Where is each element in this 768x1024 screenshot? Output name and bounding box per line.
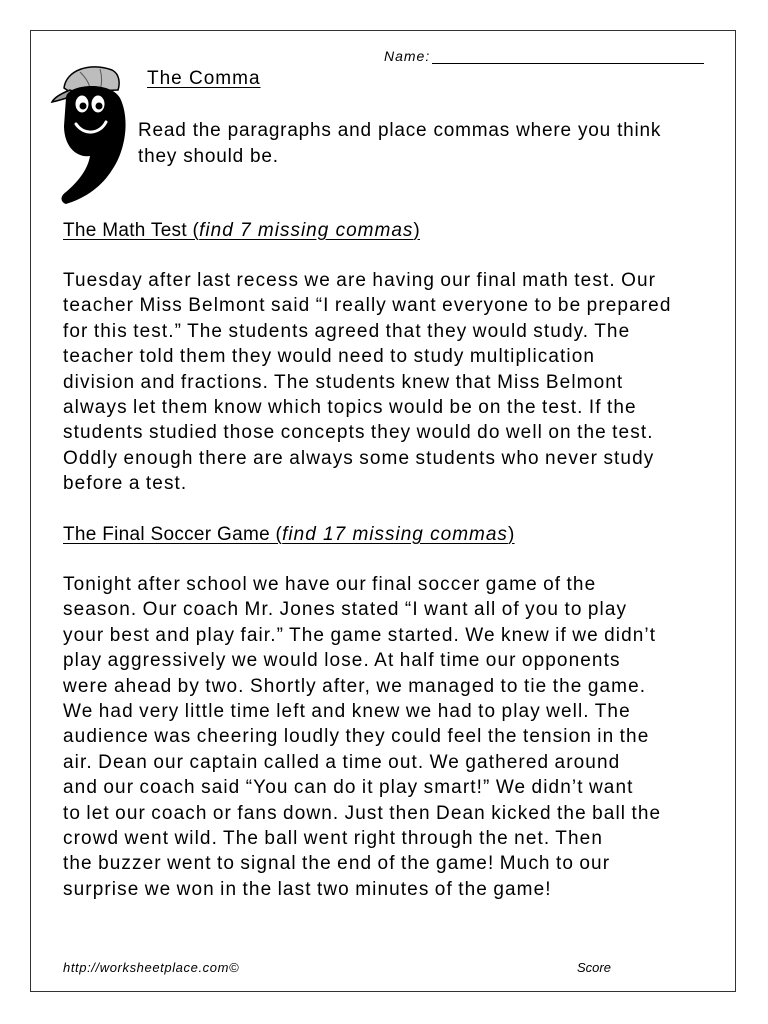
name-label: Name:: [384, 48, 431, 64]
paragraph-line: students studied those concepts they would do well on the test.: [63, 422, 654, 444]
paragraph-line: always let them know which topics would be on the test. If the: [63, 396, 637, 418]
comma-mascot-icon: [50, 58, 136, 208]
score-label: Score: [577, 960, 611, 975]
footer-url: http://worksheetplace.com©: [63, 960, 240, 975]
heading-emphasis: find 7 missing commas: [199, 220, 414, 241]
heading-prefix: The Final Soccer Game (: [63, 524, 283, 545]
paragraph-line: before a test.: [63, 473, 188, 495]
paragraph-line: teacher Miss Belmont said “I really want everyone to be prepared: [63, 295, 672, 317]
paragraph-line: to let our coach or fans down. Just then Dean kicked the ball the: [63, 802, 662, 824]
name-field: [384, 48, 704, 64]
paragraph-line: Oddly enough there are always some students who never study: [63, 447, 655, 469]
instructions: Read the paragraphs and place commas where you think they should be.: [138, 120, 662, 167]
paragraph-soccer-game: [63, 572, 713, 902]
paragraph-line: division and fractions. The students knew that Miss Belmont: [63, 371, 624, 393]
heading-emphasis: find 17 missing commas: [282, 524, 508, 545]
paragraph-line: play aggressively we would lose. At half time our opponents: [63, 650, 621, 672]
paragraph-line: and our coach said “You can do it play smart!” We didn’t want: [63, 777, 634, 799]
heading-suffix: ): [413, 220, 421, 241]
paragraph-math-test: [63, 268, 713, 497]
heading-suffix: ): [507, 524, 515, 545]
page-title: The Comma: [147, 68, 261, 89]
paragraph-line: air. Dean our captain called a time out. We gathered around: [63, 751, 621, 773]
paragraph-line: your best and play fair.” The game started. We knew if we didn’t: [63, 624, 657, 646]
paragraph-line: audience was cheering loudly they could feel the tension in the: [63, 726, 650, 748]
section-heading-math-test: [63, 220, 420, 242]
section-heading-soccer-game: [63, 524, 515, 546]
paragraph-line: Tonight after school we have our final soccer game of the: [63, 574, 597, 595]
paragraph-line: season. Our coach Mr. Jones stated “I want all of you to play: [63, 599, 628, 621]
paragraph-line: were ahead by two. Shortly after, we managed to tie the game.: [63, 675, 647, 697]
heading-prefix: The Math Test (: [63, 220, 200, 241]
paragraph-line: for this test.” The students agreed that they would study. The: [63, 320, 631, 342]
paragraph-line: crowd went wild. The ball went right through the net. Then: [63, 827, 603, 849]
paragraph-line: Tuesday after last recess we are having our final math test. Our: [63, 270, 657, 291]
paragraph-line: surprise we won in the last two minutes of the game!: [63, 878, 552, 900]
paragraph-line: the buzzer went to signal the end of the game! Much to our: [63, 853, 611, 875]
paragraph-line: We had very little time left and knew we had to play well. The: [63, 700, 631, 722]
name-blank-line[interactable]: [432, 49, 704, 64]
paragraph-line: teacher told them they would need to study multiplication: [63, 346, 596, 368]
